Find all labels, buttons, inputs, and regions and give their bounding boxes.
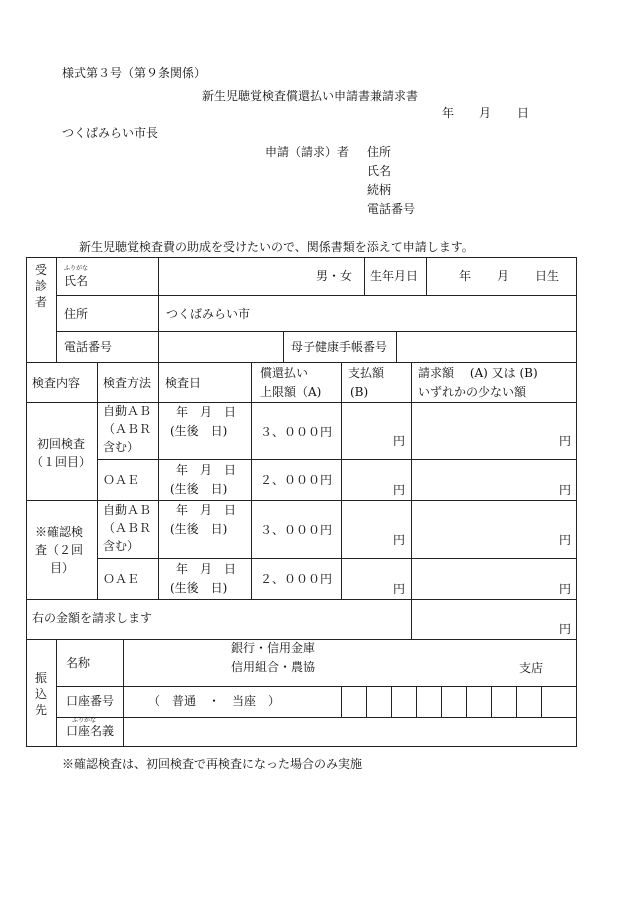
holder-ruby: ふりがな — [72, 717, 97, 724]
patient-section-label: 受診者 — [34, 263, 47, 309]
group-confirm-label-line3: 目） — [50, 561, 75, 575]
header-paid-line2: (B) — [350, 385, 369, 399]
header-limit-line2: 上限額（A) — [260, 385, 322, 399]
exam-date-line2: (生後 日) — [170, 424, 228, 438]
birth-month-label: 月 — [497, 269, 510, 283]
paid-unit: 円 — [393, 533, 406, 547]
method-aabr-line3: 含む） — [103, 539, 140, 553]
group-confirm-label-line2: 査（２回 — [35, 543, 84, 557]
transfer-section-label: 振込先 — [34, 671, 47, 717]
paid-unit: 円 — [393, 483, 406, 497]
header-exam-content: 検査内容 — [32, 376, 81, 390]
birth-year-label: 年 — [459, 269, 472, 283]
date-month-label: 月 — [479, 106, 492, 120]
bank-type-line2: 信用組合・農協 — [231, 660, 316, 674]
intro-text: 新生児聴覚検査費の助成を受けたいので、関係書類を添えて申請します。 — [79, 240, 474, 254]
bank-type-line1: 銀行・信用金庫 — [231, 641, 316, 655]
exam-date-line1: 年 月 日 — [176, 463, 237, 477]
applicant-name-label: 氏名 — [367, 164, 392, 178]
paid-unit: 円 — [393, 582, 406, 596]
bank-name-label: 名称 — [66, 656, 91, 670]
exam-date-line2: (生後 日) — [170, 522, 228, 536]
method-oae: ＯＡＥ — [103, 473, 140, 487]
method-aabr-line2: （ＡＢＲ — [103, 521, 152, 535]
total-claim-unit: 円 — [559, 622, 572, 636]
patient-sex: 男・女 — [316, 269, 353, 283]
limit-amount: ２、０００円 — [260, 473, 333, 487]
patient-name-label: 氏名 — [64, 274, 89, 288]
group-confirm-label-line1: ※確認検 — [35, 525, 84, 539]
addressee: つくばみらい市長 — [62, 126, 159, 140]
applicant-phone-label: 電話番号 — [367, 202, 416, 216]
account-holder-label: 口座名義 — [66, 724, 115, 738]
claim-unit: 円 — [559, 483, 572, 497]
header-exam-date: 検査日 — [165, 376, 202, 390]
claim-unit: 円 — [559, 533, 572, 547]
limit-amount: ３、０００円 — [260, 425, 333, 439]
header-claim-line2: いずれかの少ない額 — [418, 385, 527, 399]
birth-date-label: 生年月日 — [370, 269, 419, 283]
limit-amount: ３、０００円 — [260, 523, 333, 537]
patient-phone-label: 電話番号 — [64, 340, 113, 354]
claim-unit: 円 — [559, 434, 572, 448]
header-claim-line1: 請求額 (A) 又は (B) — [418, 366, 538, 380]
date-day-label: 日 — [517, 106, 530, 120]
birth-day-label: 日生 — [535, 269, 560, 283]
exam-date-line1: 年 月 日 — [176, 562, 237, 576]
footnote: ※確認検査は、初回検査で再検査になった場合のみ実施 — [62, 757, 363, 771]
applicant-label: 申請（請求）者 — [265, 145, 350, 159]
group-initial-label-line1: 初回検査 — [37, 437, 86, 451]
method-aabr-line2: （ＡＢＲ — [103, 422, 152, 436]
total-claim-label: 右の金額を請求します — [32, 611, 153, 625]
group-initial-label-line2: （１回目） — [31, 455, 92, 469]
account-number-label: 口座番号 — [66, 694, 115, 708]
method-aabr-line1: 自動ＡＢ — [103, 503, 152, 517]
form-number: 様式第３号（第９条関係） — [62, 66, 207, 80]
account-type: （ 普通 ・ 当座 ） — [148, 694, 281, 708]
paid-unit: 円 — [393, 434, 406, 448]
method-oae: ＯＡＥ — [103, 572, 140, 586]
claim-unit: 円 — [559, 582, 572, 596]
method-aabr-line1: 自動ＡＢ — [103, 404, 152, 418]
limit-amount: ２、０００円 — [260, 572, 333, 586]
branch-label: 支店 — [519, 661, 544, 675]
applicant-address-label: 住所 — [367, 145, 392, 159]
patient-address-label: 住所 — [64, 307, 89, 321]
header-exam-method: 検査方法 — [103, 376, 152, 390]
handbook-number-label: 母子健康手帳番号 — [291, 340, 388, 354]
exam-date-line2: (生後 日) — [170, 482, 228, 496]
name-ruby: ふりがな — [64, 265, 89, 272]
exam-date-line2: (生後 日) — [170, 581, 228, 595]
exam-date-line1: 年 月 日 — [176, 503, 237, 517]
date-year-label: 年 — [442, 106, 455, 120]
applicant-relation-label: 続柄 — [367, 183, 392, 197]
method-aabr-line3: 含む） — [103, 440, 140, 454]
patient-address-value: つくばみらい市 — [166, 307, 251, 321]
header-paid-line1: 支払額 — [348, 366, 385, 380]
form-title: 新生児聴覚検査償還払い申請書兼請求書 — [202, 89, 419, 103]
exam-date-line1: 年 月 日 — [176, 405, 237, 419]
header-limit-line1: 償還払い — [260, 366, 309, 380]
